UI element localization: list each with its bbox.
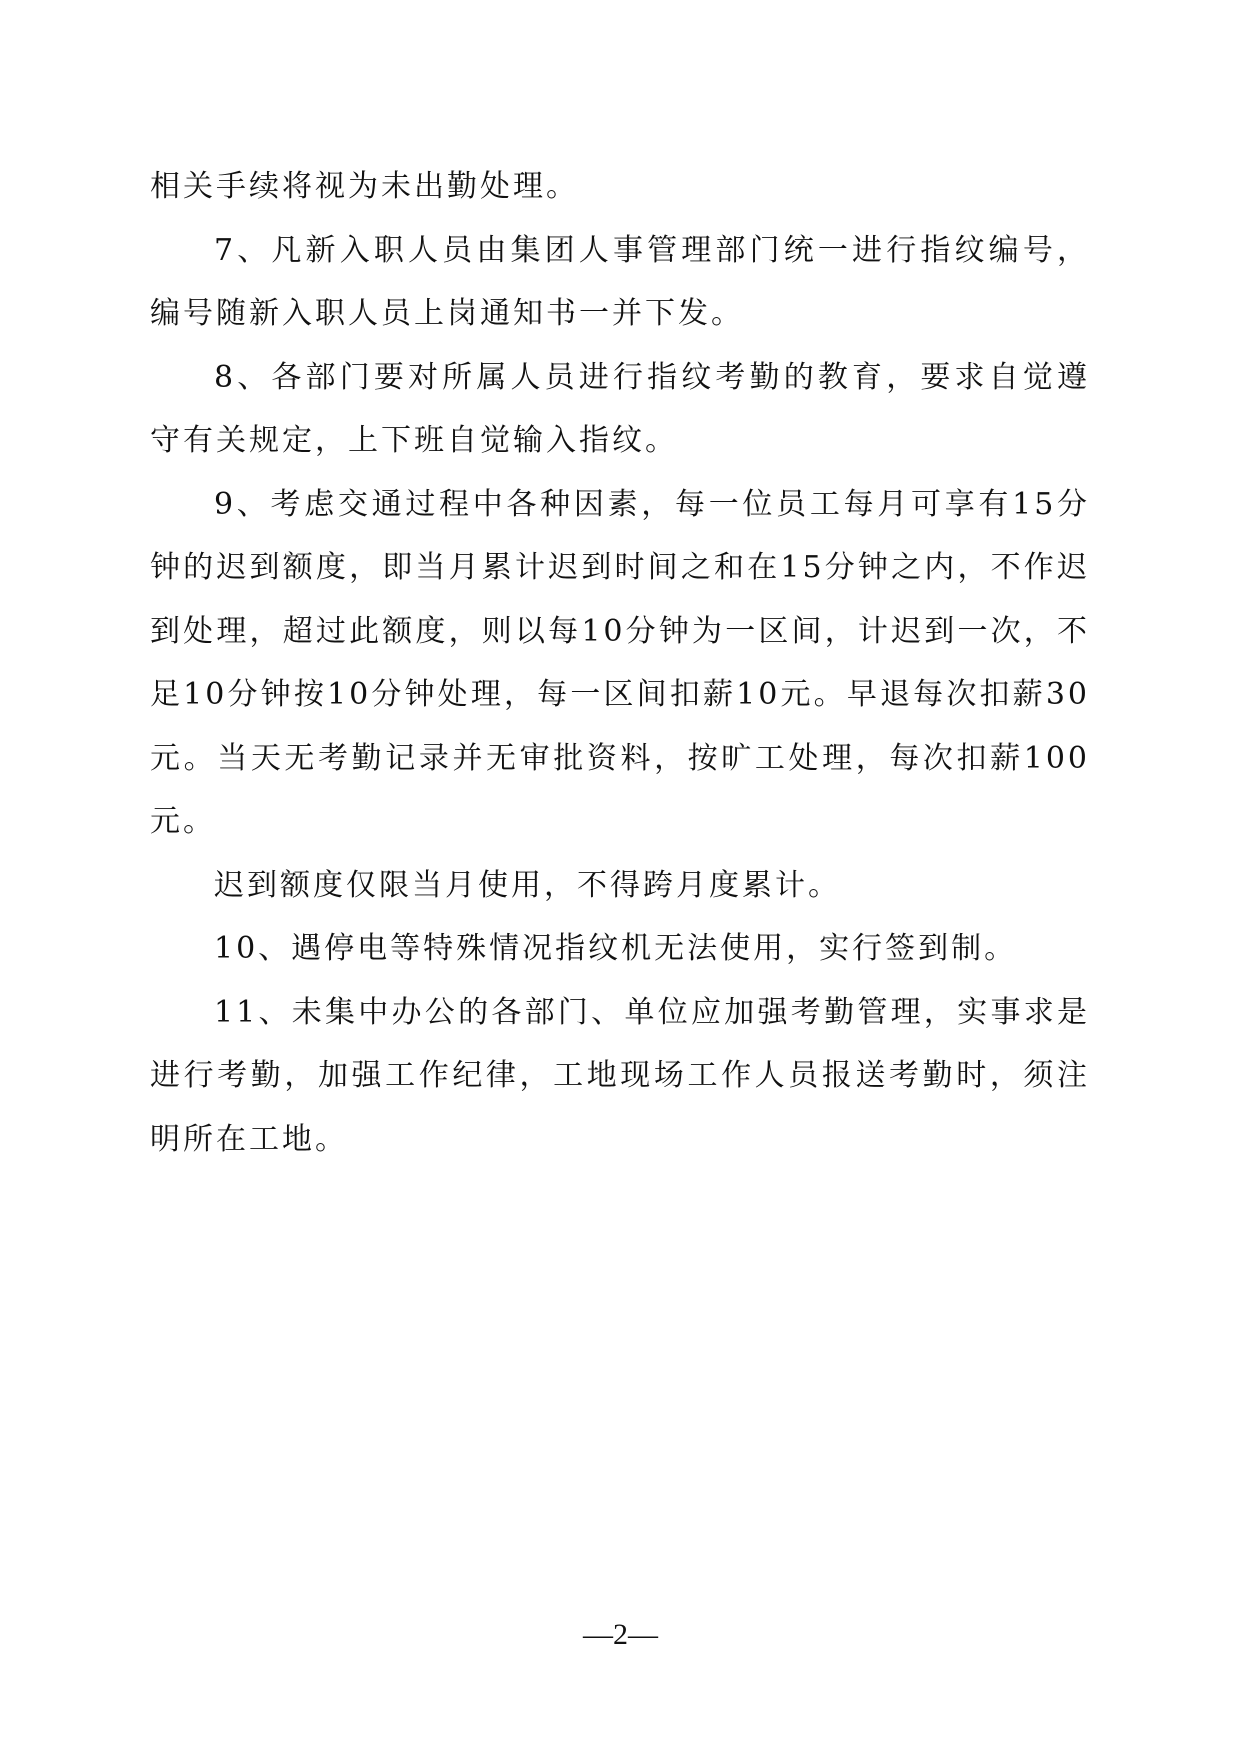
paragraph-continuation: 相关手续将视为未出勤处理。 [150, 169, 579, 204]
page-number: —2— [583, 1618, 658, 1651]
paragraph-item-7: 7、凡新入职人员由集团人事管理部门统一进行指纹编号，编号随新入职人员上岗通知书一并下发。 [150, 232, 1090, 331]
paragraph-item-8: 8、各部门要对所属人员进行指纹考勤的教育，要求自觉遵守有关规定，上下班自觉输入指纹。 [150, 359, 1090, 458]
document-body [150, 155, 1090, 1171]
paragraph-late-quota-note: 迟到额度仅限当月使用，不得跨月度累计。 [214, 867, 841, 903]
paragraph-item-10: 10、遇停电等特殊情况指纹机无法使用，实行签到制。 [214, 931, 1018, 966]
paragraph-item-9: 9、考虑交通过程中各种因素，每一位员工每月可享有15分钟的迟到额度，即当月累计迟到时间之和在15分钟之内，不作迟到处理，超过此额度，则以每10分钟为一区间，计迟到一次，不足10分钟按10分钟处理，每一区间扣薪10元。早退每次扣薪30元。当天无考勤记录并无审批资料，按旷工处理，每次扣薪100元。 [150, 486, 1090, 839]
paragraph-item-11: 11、未集中办公的各部门、单位应加强考勤管理，实事求是进行考勤，加强工作纪律，工地现场工作人员报送考勤时，须注明所在工地。 [150, 994, 1090, 1157]
